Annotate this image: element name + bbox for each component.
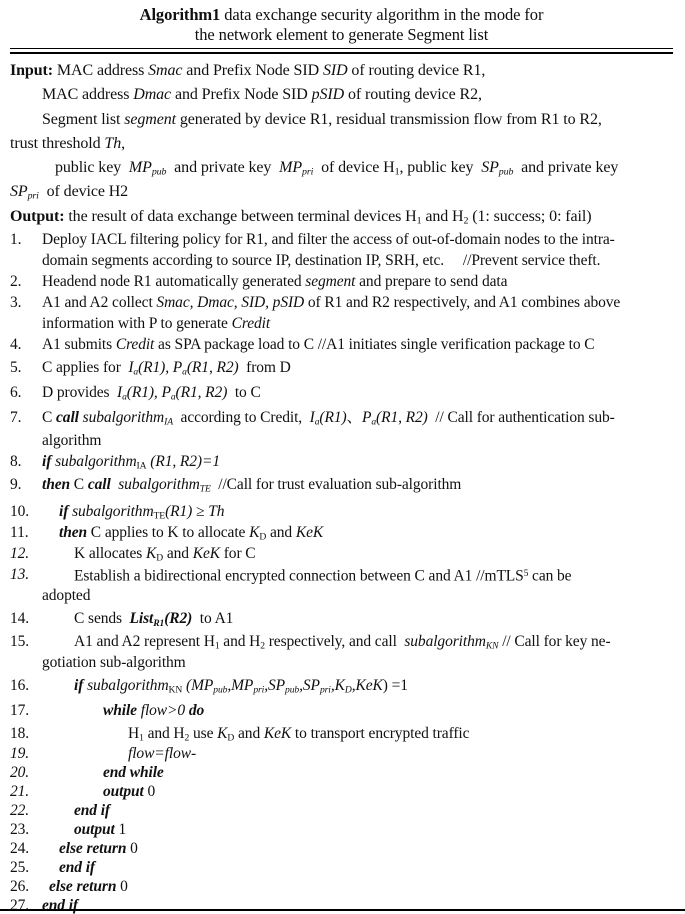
text-segment: C sends (74, 610, 130, 628)
text-segment: MP (128, 159, 152, 177)
step-line (10, 229, 673, 250)
step-line (10, 405, 673, 430)
title-line (10, 5, 673, 25)
step-line (10, 355, 673, 380)
step-line (10, 451, 673, 472)
algorithm-preamble (10, 59, 673, 229)
text-segment: respectively, and call (264, 633, 405, 651)
text-segment: if (59, 503, 69, 521)
text-segment: Segment list (42, 110, 125, 128)
text-segment: , (330, 677, 335, 695)
text-segment: A1 and A2 collect (42, 294, 157, 312)
step-text (42, 334, 673, 355)
step-text (42, 250, 673, 271)
text-segment: (R1, R2) (186, 359, 239, 377)
text-segment: according to Credit, (172, 409, 310, 427)
preamble-line (10, 156, 673, 180)
step-text (42, 271, 673, 292)
text-segment: and (266, 524, 296, 542)
text-segment: and H (143, 725, 185, 743)
text-segment: from D (238, 359, 291, 377)
text-segment: then (59, 524, 88, 542)
text-segment: pri (27, 190, 39, 202)
text-segment: of routing device R2, (344, 86, 482, 104)
step-line (10, 543, 673, 564)
text-segment: KeK (355, 677, 383, 695)
text-segment: MAC address (42, 86, 134, 104)
text-segment: 、 (346, 409, 362, 427)
text-segment: 0 (126, 840, 138, 858)
text-segment: // Call for key ne- (498, 633, 611, 651)
text-segment: Deploy IACL filtering policy for R1, and filter the access of out-of-domain nodes to the intra- (42, 231, 615, 249)
text-segment: ≥ (192, 503, 209, 521)
text-segment: D (156, 552, 164, 564)
text-segment: segment (305, 273, 356, 291)
step-line (10, 744, 673, 763)
text-segment: Smac (148, 62, 183, 79)
step-line (10, 858, 673, 877)
text-segment: K allocates (74, 545, 146, 563)
text-segment: the result of data exchange between terminal devices H (64, 207, 417, 225)
text-segment: Dmac (133, 86, 172, 104)
text-segment: public key (55, 159, 129, 177)
text-segment: the network element to generate Segment list (194, 25, 489, 44)
text-segment: pub (498, 166, 514, 178)
text-segment: end if (42, 897, 78, 914)
text-segment: 1 (214, 640, 220, 652)
title-rule (10, 48, 673, 54)
text-segment: (R1) (165, 503, 193, 521)
text-segment: to A1 (192, 610, 234, 628)
text-segment: adopted (42, 587, 91, 605)
step-number: 7. (10, 409, 22, 427)
step-text (42, 820, 673, 839)
text-segment: pub (151, 166, 167, 178)
text-segment: (R1) (319, 409, 347, 427)
text-segment: then (42, 476, 71, 494)
step-text (42, 698, 673, 723)
text-segment: if (74, 677, 84, 695)
step-number: 23. (10, 821, 30, 839)
text-segment: to C (227, 384, 261, 402)
text-segment: K (217, 725, 228, 743)
text-segment: , (351, 677, 356, 695)
text-segment: end while (103, 764, 164, 782)
text-segment: >0 (167, 702, 189, 720)
text-segment: K (145, 545, 157, 563)
step-number: 5. (10, 359, 22, 377)
step-line (10, 501, 673, 522)
text-segment: generated by device R1, residual transmission flow from R1 to R2, (176, 110, 602, 128)
step-number: 21. (10, 783, 30, 801)
step-wrap-line (10, 652, 673, 673)
step-line (10, 564, 673, 585)
step-number: 20. (10, 764, 30, 782)
text-segment: a (371, 416, 377, 428)
step-text (42, 877, 673, 896)
step-wrap-line (10, 313, 673, 334)
preamble-line (10, 132, 673, 156)
step-number: 3. (10, 294, 22, 312)
text-segment: Credit (115, 336, 155, 354)
text-segment: 1 (139, 732, 144, 744)
text-segment: subalgorithm (55, 453, 137, 471)
text-segment: of R1 and R2 respectively, and A1 combines above (304, 294, 621, 312)
text-segment: SP (481, 159, 499, 177)
text-segment: A1 submits (42, 336, 116, 354)
text-segment: MP (279, 159, 303, 177)
text-segment: List (129, 610, 154, 628)
text-segment: 1 (416, 215, 422, 227)
text-segment: else return (59, 840, 127, 858)
text-segment: flow (140, 702, 168, 720)
text-segment: Th (104, 134, 122, 152)
text-segment: segment (124, 110, 176, 128)
text-segment: as SPA package load to C //A1 initiates single verification package to C (154, 336, 595, 354)
text-segment: K (249, 524, 260, 542)
step-number: 1. (10, 231, 22, 249)
text-segment: and prepare to send data (355, 273, 508, 291)
text-segment: MP (191, 677, 214, 695)
step-number: 8. (10, 453, 22, 471)
step-text (42, 801, 673, 820)
step-line (10, 606, 673, 631)
text-segment: pub (285, 684, 300, 696)
text-segment: KeK (295, 524, 324, 542)
text-segment: a (122, 391, 127, 403)
step-number: 18. (10, 725, 30, 743)
step-text (42, 430, 673, 451)
text-segment: while (103, 702, 137, 720)
step-line (10, 839, 673, 858)
step-line (10, 292, 673, 313)
text-segment: KeK (263, 725, 292, 743)
text-segment: (R1, R2)=1 (146, 453, 220, 471)
preamble-line (10, 108, 673, 132)
step-wrap-line (10, 585, 673, 606)
text-segment: and private key (166, 159, 280, 177)
text-segment: , (299, 677, 303, 695)
step-line (10, 820, 673, 839)
text-segment: if (42, 453, 52, 471)
text-segment: (R1, R2) (175, 384, 228, 402)
text-segment: KN (485, 640, 499, 652)
step-number: 16. (10, 677, 30, 695)
text-segment: (R1), (126, 384, 158, 402)
text-segment: K (334, 677, 345, 695)
text-segment: (R1), (138, 359, 170, 377)
step-text (42, 858, 673, 877)
algorithm-steps (10, 229, 673, 914)
step-line (10, 271, 673, 292)
step-number: 2. (10, 273, 22, 291)
text-segment: SID (322, 62, 348, 79)
preamble-line (10, 205, 673, 229)
text-segment: end if (59, 859, 95, 877)
text-segment: //Call for trust evaluation sub-algorithm (210, 476, 462, 494)
text-segment: flow=flow- (128, 745, 197, 763)
text-segment: a (170, 391, 176, 403)
text-segment: call (56, 409, 79, 427)
step-text (42, 839, 673, 858)
step-line (10, 522, 673, 543)
text-segment: 5 (523, 569, 529, 580)
text-segment: SP (302, 677, 320, 695)
text-segment: D (344, 684, 352, 696)
text-segment: subalgorithm (118, 476, 200, 494)
text-segment: MAC address (52, 62, 149, 79)
text-segment: 1 (394, 166, 400, 178)
text-segment: and (163, 545, 193, 563)
text-segment: H (128, 725, 140, 743)
text-segment: and H (421, 207, 464, 225)
text-segment: 2 (184, 732, 190, 744)
text-segment: subalgorithm (72, 503, 154, 521)
text-segment: pub (213, 684, 228, 696)
text-segment: P (172, 359, 183, 377)
text-segment: do (188, 702, 205, 720)
text-segment: (R2) (164, 610, 193, 628)
step-text (42, 564, 673, 587)
text-segment: IA (164, 416, 173, 428)
text-segment: call (87, 476, 111, 494)
step-number: 15. (10, 633, 30, 651)
text-segment: TE (199, 483, 211, 495)
step-number: 10. (10, 503, 30, 521)
preamble-line (10, 59, 673, 83)
step-text (42, 896, 673, 914)
step-line (10, 723, 673, 744)
text-segment: Smac, Dmac, SID, pSID (156, 294, 305, 312)
text-segment: SP (10, 183, 28, 201)
text-segment: 0 (116, 878, 128, 896)
text-segment: data exchange security algorithm in the mode for (220, 5, 544, 24)
text-segment: a (182, 366, 187, 378)
bottom-rule (0, 909, 685, 911)
step-line (10, 877, 673, 896)
text-segment: and H (219, 633, 261, 651)
text-segment: KeK (192, 545, 220, 563)
text-segment: D provides (42, 384, 117, 402)
text-segment: gotiation sub-algorithm (42, 654, 186, 672)
step-line (10, 801, 673, 820)
text-segment: (R1, R2) (376, 409, 428, 427)
text-segment: P (361, 409, 372, 427)
text-segment: trust threshold (10, 134, 105, 152)
text-segment: C (42, 409, 57, 427)
step-line (10, 698, 673, 723)
text-segment: pSID (311, 86, 345, 104)
step-number: 14. (10, 610, 30, 628)
step-text (42, 652, 673, 673)
text-segment: 2 (463, 215, 469, 227)
text-segment: R1 (153, 617, 165, 629)
step-number: 11. (10, 524, 29, 542)
text-segment: I (309, 409, 315, 427)
step-line (10, 631, 673, 652)
text-segment: I (128, 359, 134, 377)
text-segment: Headend node R1 automatically generated (42, 273, 306, 291)
text-segment: a (314, 416, 320, 428)
text-segment: , (227, 677, 232, 695)
step-number: 17. (10, 702, 30, 720)
text-segment: (1: success; 0: fail) (468, 207, 592, 225)
text-segment: D (259, 531, 267, 543)
step-number: 19. (10, 745, 30, 763)
text-segment: pri (302, 166, 314, 178)
text-segment: domain segments according to source IP, destination IP, SRH, etc. //Prevent service theft. (42, 252, 601, 270)
text-segment: to transport encrypted traffic (291, 725, 470, 743)
text-segment: A1 and A2 represent H (74, 633, 215, 651)
text-segment: Th (208, 503, 225, 521)
text-segment: subalgorithm (82, 409, 165, 427)
text-segment: output (74, 821, 115, 839)
text-segment: algorithm (42, 432, 102, 450)
text-segment: Credit (231, 315, 271, 333)
text-segment: for C (219, 545, 256, 563)
text-segment: C applies for (42, 359, 129, 377)
text-segment: can be (528, 567, 572, 585)
text-segment: end if (74, 802, 110, 820)
text-segment: , public key (399, 159, 482, 177)
step-text (42, 472, 673, 501)
step-number: 22. (10, 802, 30, 820)
text-segment: and private key (513, 159, 619, 177)
text-segment: subalgorithm (404, 633, 486, 651)
step-text (42, 229, 673, 250)
text-segment: pri (253, 684, 265, 696)
text-segment: information with P to generate (42, 315, 232, 333)
title-line (10, 25, 673, 45)
text-segment: MP (231, 677, 254, 695)
step-number: 24. (10, 840, 30, 858)
text-segment: KN (168, 684, 183, 696)
text-segment: D (227, 732, 235, 744)
step-number: 13. (10, 566, 30, 584)
text-segment: 1 (114, 821, 127, 839)
step-text (42, 744, 673, 763)
text-segment: Input: (10, 62, 53, 79)
text-segment: a (133, 366, 139, 378)
step-number: 27. (10, 897, 30, 914)
step-wrap-line (10, 430, 673, 451)
step-text (42, 585, 673, 606)
text-segment: and Prefix Node SID (182, 62, 323, 79)
step-number: 26. (10, 878, 30, 896)
step-text (42, 292, 673, 313)
text-segment: , (264, 677, 268, 695)
text-segment: output (103, 783, 144, 801)
text-segment: pri (319, 684, 331, 696)
step-line (10, 896, 673, 914)
text-segment: 2 (260, 640, 265, 652)
text-segment: ) =1 (382, 677, 408, 695)
text-segment: Output: (10, 207, 65, 225)
step-line (10, 334, 673, 355)
text-segment: of device H (313, 159, 395, 177)
text-segment: and Prefix Node SID (171, 86, 312, 104)
step-text (42, 313, 673, 334)
text-segment: use (189, 725, 218, 743)
text-segment: I (117, 384, 123, 402)
text-segment: of device H2 (38, 183, 129, 201)
step-wrap-line (10, 250, 673, 271)
step-number: 6. (10, 384, 22, 402)
text-segment: Establish a bidirectional encrypted connection between C and A1 //mTLS (74, 567, 524, 585)
text-segment: subalgorithm (87, 677, 169, 695)
text-segment: and (234, 725, 264, 743)
text-segment: SP (268, 677, 286, 695)
text-segment: 0 (143, 783, 156, 801)
text-segment: IA (136, 460, 147, 472)
text-segment: C (70, 476, 88, 494)
step-text (42, 782, 673, 801)
text-segment: // Call for authentication sub- (427, 409, 615, 427)
text-segment: TE (153, 510, 166, 522)
text-segment: Algorithm1 (139, 5, 221, 24)
step-line (10, 782, 673, 801)
step-number: 12. (10, 545, 30, 563)
step-number: 9. (10, 476, 22, 494)
preamble-line (10, 180, 673, 204)
step-line (10, 472, 673, 497)
preamble-line (10, 83, 673, 107)
text-segment: ( (182, 677, 192, 695)
step-line (10, 380, 673, 405)
step-line (10, 673, 673, 698)
text-segment: else return (49, 878, 117, 896)
step-line (10, 763, 673, 782)
text-segment: C applies to K to allocate (87, 524, 250, 542)
step-text (42, 763, 673, 782)
text-segment: of routing device R1, (347, 62, 486, 79)
text-segment: P (161, 384, 171, 402)
text-segment: , (121, 134, 126, 152)
step-number: 25. (10, 859, 30, 877)
algorithm-title (10, 0, 673, 45)
step-number: 4. (10, 336, 22, 354)
